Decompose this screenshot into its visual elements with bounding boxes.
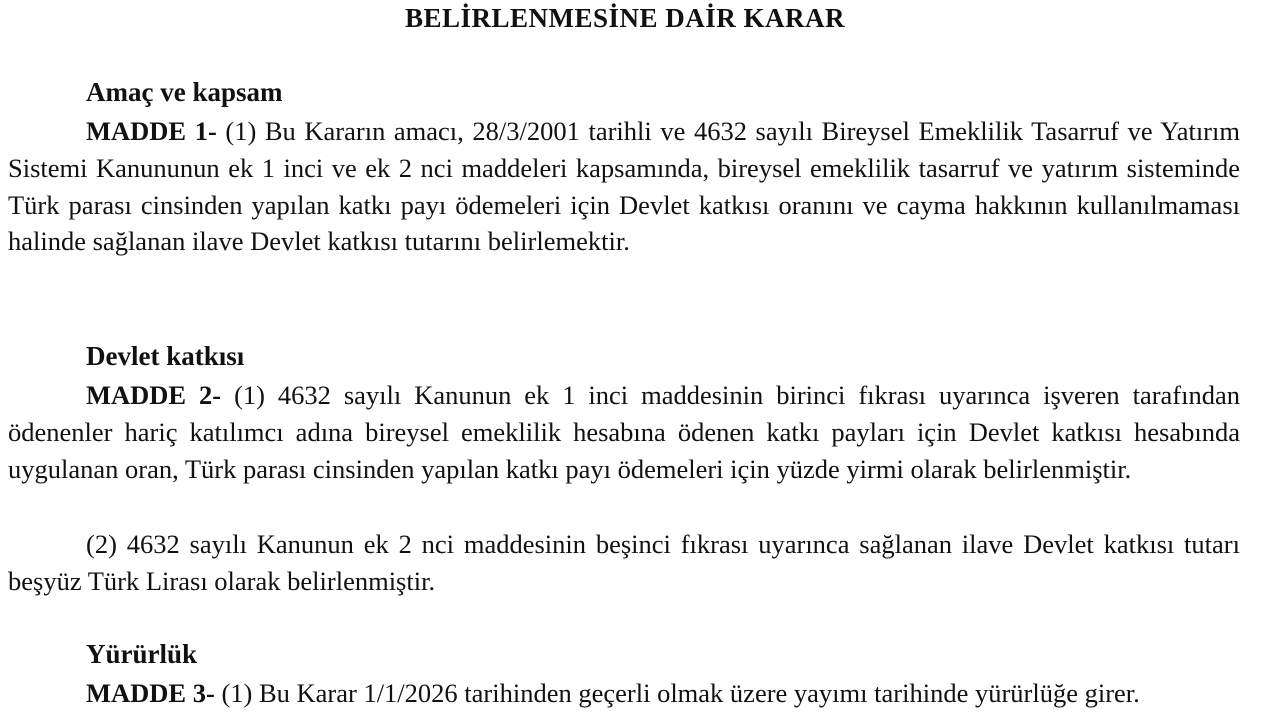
section-heading-devlet-katkisi: Devlet katkısı xyxy=(86,341,245,371)
article-3-label: MADDE 3- xyxy=(86,678,215,708)
article-1-text: (1) Bu Kararın amacı, 28/3/2001 tarihli ve 4632 sayılı Bireysel Emeklilik Tasarruf ve Yatırım Sistemi Kanununun ek 1 inci ve ek 2 nci maddeleri kapsamında, bireysel emeklilik tasarruf ve yatırım sisteminde Türk parası cinsinden yapılan katkı payı ödemeleri için Devlet katkısı oranını ve cayma hakkının kullanılmaması halinde sağlanan ilave Devlet katkısı tutarını belirlemektir. xyxy=(8,116,1240,257)
article-2-text: (1) 4632 sayılı Kanunun ek 1 inci maddesinin birinci fıkrası uyarınca işveren tarafından ödenenler hariç katılımcı adına bireysel emeklilik hesabına ödenen katkı payları için Devlet katkısı hesabında uygulanan oran, Türk parası cinsinden yapılan katkı payı ödemeleri için yüzde yirmi olarak belirlenmiştir. xyxy=(8,380,1240,484)
document-title: BELİRLENMESİNE DAİR KARAR xyxy=(404,3,846,33)
article-3-text: (1) Bu Karar 1/1/2026 tarihinden geçerli olmak üzere yayımı tarihinde yürürlüğe girer. xyxy=(214,678,1140,708)
section-heading-yururluk: Yürürlük xyxy=(86,639,198,669)
article-1-paragraph xyxy=(8,113,1240,260)
article-2-paragraph-2 xyxy=(8,526,1240,600)
article-2-label: MADDE 2- xyxy=(86,380,222,410)
section-heading-amac: Amaç ve kapsam xyxy=(86,77,283,107)
article-3-paragraph xyxy=(8,675,1240,712)
article-2-text-2: (2) 4632 sayılı Kanunun ek 2 nci maddesinin beşinci fıkrası uyarınca sağlanan ilave Devlet katkısı tutarı beşyüz Türk Lirası olarak belirlenmiştir. xyxy=(8,529,1240,596)
article-1-label: MADDE 1- xyxy=(86,116,217,146)
article-2-paragraph-1 xyxy=(8,377,1240,487)
